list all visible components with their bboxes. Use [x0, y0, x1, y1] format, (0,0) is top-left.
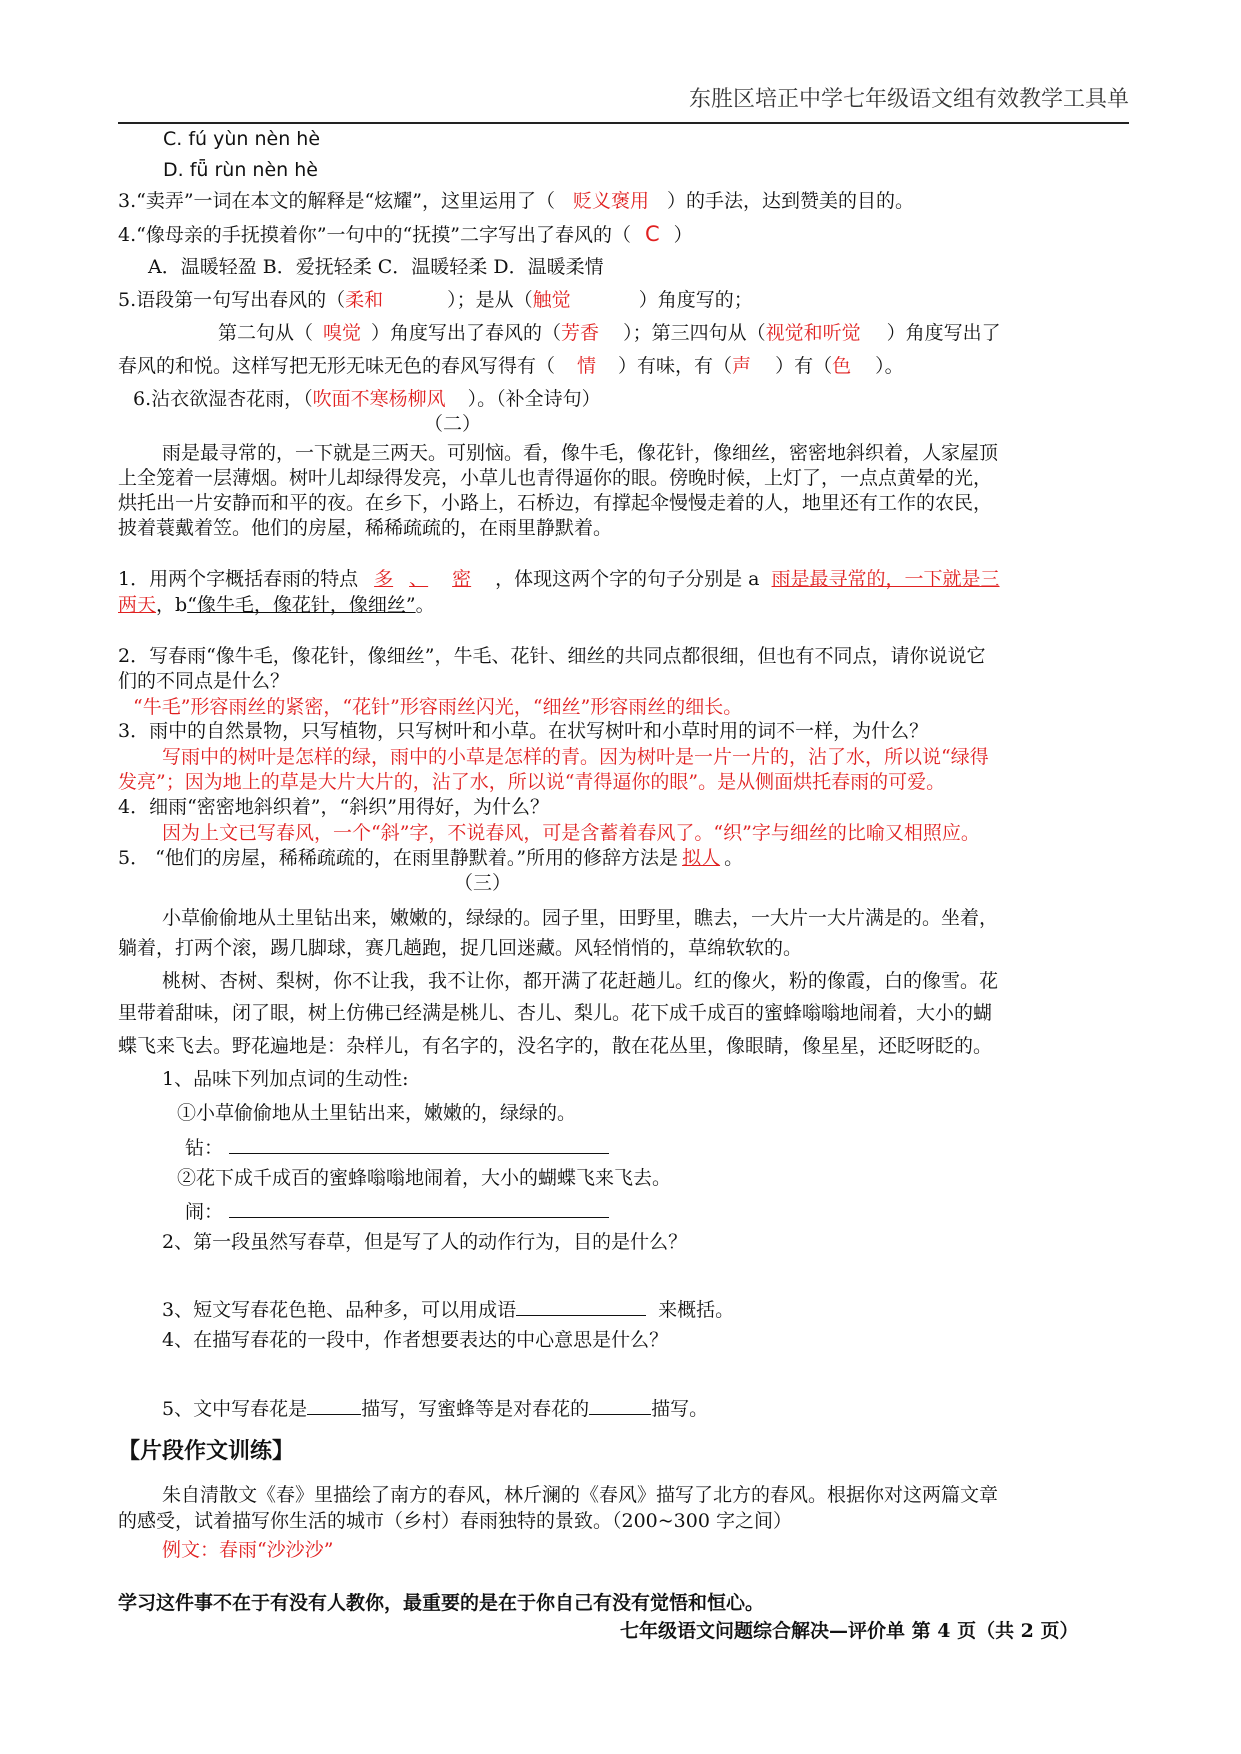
s3-question-4: 4、在描写春花的一段中，作者想要表达的中心意思是什么？ [162, 1329, 669, 1351]
answer-blank[interactable] [229, 1133, 609, 1154]
answer: 柔和 [345, 289, 384, 311]
answer: 吹面不寒杨柳风 [312, 388, 446, 410]
question-3: 3.“卖弄”一词在本文的解释是“炫耀”，这里运用了（ 贬义褒用 ）的手法，达到赞美的目的。 [118, 190, 915, 212]
answer: 多 [374, 568, 394, 590]
writing-prompt-cont: 的感受，试着描写你生活的城市（乡村）春雨独特的景致。（200~300 字之间） [118, 1510, 792, 1532]
writing-heading: 【片段作文训练】 [118, 1438, 295, 1464]
passage-line: 烘托出一片安静而和平的夜。在乡下，小路上，石桥边，有撑起伞慢慢走着的人，地里还有工作的农民， [118, 492, 993, 514]
answer: C [644, 222, 660, 246]
answer-blank[interactable] [516, 1295, 646, 1316]
s2-question-1-cont: 两天，b“像牛毛，像花针，像细丝”。 [118, 594, 435, 616]
answer: 视觉和听觉 [765, 322, 861, 344]
answer: 拟人 [682, 847, 721, 869]
passage-line: 里带着甜味，闭了眼，树上仿佛已经满是桃儿、杏儿、梨儿。花下成千成百的蜜蜂嗡嗡地闹着，大小的蝴 [118, 1002, 993, 1024]
s2-question-2: 2．写春雨“像牛毛，像花针，像细丝”，牛毛、花针、细丝的共同点都很细，但也有不同点，请你说说它 [118, 645, 986, 667]
s3-sentence-1: ①小草偷偷地从土里钻出来，嫩嫩的，绿绿的。 [177, 1102, 577, 1124]
answer-blank[interactable] [589, 1394, 651, 1415]
s2-question-1: 1．用两个字概括春雨的特点 多 、 密 ，体现这两个字的句子分别是 a 雨是最寻常的，一下就是三 [118, 568, 1000, 590]
header-title: 东胜区培正中学七年级语文组有效教学工具单 [688, 87, 1129, 112]
answer: 嗅觉 [323, 322, 362, 344]
s2-question-2-cont: 们的不同点是什么？ [118, 670, 290, 692]
s3-word-2: 闹： [185, 1197, 1195, 1225]
passage-line: 躺着，打两个滚，踢几脚球，赛几趟跑，捉几回迷藏。风轻悄悄的，草绵软软的。 [118, 937, 803, 959]
answer: 贬义褒用 [572, 190, 649, 212]
answer: 情 [577, 355, 597, 377]
s2-answer-3: 写雨中的树叶是怎样的绿，雨中的小草是怎样的青。因为树叶是一片一片的，沾了水，所以说“绿得 [162, 746, 989, 768]
section-3-heading: （三） [454, 872, 512, 894]
option-c: C. fú yùn nèn hè [163, 128, 321, 150]
writing-prompt: 朱自清散文《春》里描绘了南方的春风，林斤澜的《春风》描写了北方的春风。根据你对这两篇文章 [162, 1484, 999, 1506]
answer-blank[interactable] [307, 1394, 361, 1415]
passage-line: 小草偷偷地从土里钻出来，嫩嫩的，绿绿的。园子里，田野里，瞧去，一大片一大片满是的。坐着， [162, 907, 999, 929]
question-6: 6.沾衣欲湿杏花雨，（吹面不寒杨柳风 ）。（补全诗句） [133, 388, 601, 410]
s3-question-1: 1、品味下列加点词的生动性: [162, 1068, 409, 1090]
passage-line: 雨是最寻常的，一下就是三两天。可别恼。看，像牛毛，像花针，像细丝，密密地斜织着，人家屋顶 [162, 442, 999, 464]
s3-sentence-2: ②花下成千成百的蜜蜂嗡嗡地闹着，大小的蝴蝶飞来飞去。 [177, 1167, 672, 1189]
question-5: 5.语段第一句写出春风的（柔和 ）；是从（触觉 ）角度写的； [118, 289, 753, 311]
question-4-options: A．温暖轻盈 B．爱抚轻柔 C．温暖轻柔 D．温暖柔情 [148, 256, 604, 278]
passage-line: 上全笼着一层薄烟。树叶儿却绿得发亮，小草儿也青得逼你的眼。傍晚时候，上灯了，一点点黄晕的光， [118, 467, 993, 489]
footer-page-info: 七年级语文问题综合解决—评价单 第 4 页（共 2 页） [620, 1620, 1079, 1642]
section-2-heading: （二） [424, 413, 482, 435]
page-header [118, 84, 1129, 124]
passage-line: 蝶飞来飞去。野花遍地是：杂样儿，有名字的，没名字的，散在花丛里，像眼睛，像星星，还眨呀眨的。 [118, 1035, 993, 1057]
s2-answer-3-cont: 发亮”；因为地上的草是大片大片的，沾了水，所以说“青得逼你的眼”。是从侧面烘托春雨的可爱。 [118, 771, 946, 793]
footer-motto: 学习这件事不在于有没有人教你，最重要的是在于你自己有没有觉悟和恒心。 [118, 1592, 765, 1614]
s3-question-3: 3、短文写春花色艳、品种多，可以用成语 来概括。 [162, 1295, 1172, 1323]
s3-word-1: 钻： [185, 1133, 1195, 1161]
answer-blank[interactable] [229, 1197, 609, 1218]
question-5-cont2: 春风的和悦。这样写把无形无味无色的春风写得有（ 情 ）有味，有（声 ）有（色 ）。 [118, 355, 904, 377]
answer: 雨是最寻常的，一下就是三 [771, 568, 1000, 590]
answer: 声 [732, 355, 752, 377]
answer: 芳香 [561, 322, 600, 344]
s2-question-4: 4．细雨“密密地斜织着”，“斜织”用得好，为什么？ [118, 796, 549, 818]
option-d: D. fǖ rùn nèn hè [163, 159, 318, 181]
question-5-cont: 第二句从（ 嗅觉 ）角度写出了春风的（芳香 ）；第三四句从（视觉和听觉 ）角度写出了 [218, 322, 1001, 344]
s2-answer-2: “牛毛”形容雨丝的紧密，“花针”形容雨丝闪光，“细丝”形容雨丝的细长。 [133, 696, 743, 718]
answer: “像牛毛，像花针，像细丝” [187, 594, 416, 616]
answer: 密 [452, 568, 472, 590]
answer: 触觉 [532, 289, 571, 311]
question-4: 4.“像母亲的手抚摸着你”一句中的“抚摸”二字写出了春风的（ C ） [118, 222, 693, 246]
s2-question-3: 3．雨中的自然景物，只写植物，只写树叶和小草。在状写树叶和小草时用的词不一样，为什么？ [118, 720, 929, 742]
answer: 色 [832, 355, 852, 377]
writing-example: 例文：春雨“沙沙沙” [162, 1539, 334, 1561]
passage-line: 桃树、杏树、梨树，你不让我，我不让你，都开满了花赶趟儿。红的像火，粉的像霞，白的像雪。花 [162, 970, 999, 992]
answer: 两天 [118, 594, 157, 616]
s3-question-5: 5、文中写春花是 描写，写蜜蜂等是对春花的 描写。 [162, 1394, 1172, 1422]
passage-line: 披着蓑戴着笠。他们的房屋，稀稀疏疏的，在雨里静默着。 [118, 517, 613, 539]
s2-question-5: 5． “他们的房屋，稀稀疏疏的，在雨里静默着。”所用的修辞方法是 拟人 。 [118, 847, 744, 869]
s2-answer-4: 因为上文已写春风，一个“斜”字，不说春风，可是含蓄着春风了。“织”字与细丝的比喻又相照应。 [162, 822, 980, 844]
s3-question-2: 2、第一段虽然写春草，但是写了人的动作行为，目的是什么？ [162, 1231, 688, 1253]
